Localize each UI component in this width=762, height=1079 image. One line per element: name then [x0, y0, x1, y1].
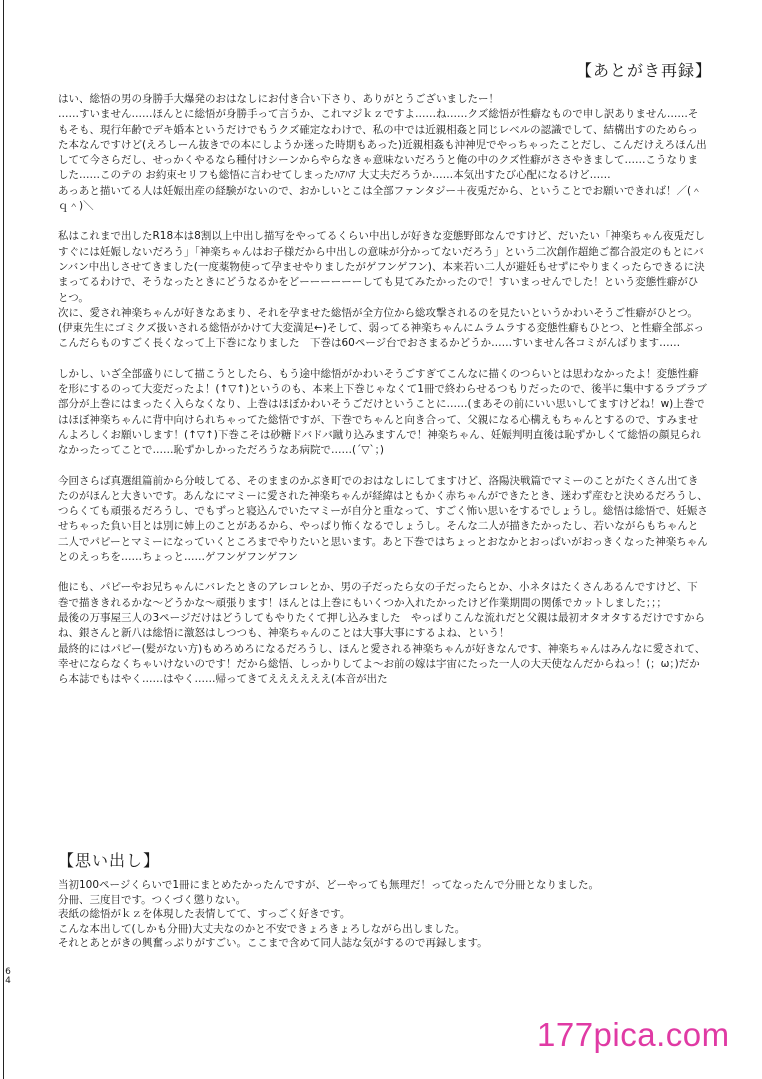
memory-heading: 【思い出し】	[58, 851, 161, 870]
afterword-paragraph-1: はい、総悟の男の身勝手大爆発のおはなしにお付き合い下さり、ありがとうございましたー！ ……すいません……ほんとに総悟が身勝手って言うか、これマジｋｚですよ……ね……クズ総悟が性癖なもので申し訳ありません……そもそも、現行年齢でデキ婚本というだけでもうクズ確定なわけで、私の中では近親相姦と同じレベルの認識でして、結構出すのためらった本なんですけど(えろしーん抜きでの本にしようか迷った時期もあった)近親相姦も沖神児でやっちゃったことだし、こんだけえろほん出してて今さらだし、せっかくやるなら種付けシーンからやらなきゃ意味ないだろうと俺の中のクズ性癖がささやきまして……こうなりました……このテの お約束セリフも総悟に言わせてしまったﾊｱﾊｱ 大丈夫だろうか……本気出すたび心配になるけど…… あっあと描いてる人は妊娠出産の経験がないので、おかしいとこは全部ファンタジー＋夜兎だから、ということでお願いできれば！／(＾ｑ＾)＼	[58, 93, 707, 213]
afterword-body	[58, 92, 708, 702]
memory-paragraph: 当初100ページくらいで1冊にまとめたかったんですが、どーやっても無理だ！ってなったんで分冊となりました。 分冊、三度目です。つくづく懲りない。 表紙の総悟がｋｚを体現した表情してて、すっごく好きです。 こんな本出して(しかも分冊)大丈夫なのかと不安できょろきょろしながら出しました。 それとあとがきの興奮っぷりがすごい。ここまで含めて同人誌な気がするので再録します。	[58, 879, 600, 950]
afterword-heading: 【あとがき再録】	[576, 61, 713, 80]
page-edge-line	[3, 0, 4, 1079]
watermark-text: 177pica.com	[537, 1016, 730, 1053]
afterword-paragraph-2: 私はこれまで出したR18本は8割以上中出し描写をやってるくらい中出しが好きな変態野郎なんですけど、だいたい「神楽ちゃん夜兎だしすぐには妊娠しないだろう」「神楽ちゃんはお子様だから中出しの意味が分かってないだろう」という二次創作超絶ご都合設定のもとにバンバン中出しさせてきました(一度薬物使って孕ませやりましたがゲフンゲフン)、本来若い二人が避妊もせずにやりまくったらできるに決まってるわけで、そうなったときにどうなるかをどーーーーーーしても見てみたかったので！すいまっせんでした！という変態性癖がひとつ。 次に、愛され神楽ちゃんが好きなあまり、それを孕ませた総悟が全方位から総攻撃されるのを見たいというかわいそうご性癖がひとつ。(伊東先生にゴミクズ扱いされる総悟がかけて大変満足←)そして、弱ってる神楽ちゃんにムラムラする変態性癖もひとつ、と性癖全部ぶっこんだらものすごく長くなって上下巻になりました 下巻は60ページ台でおさまるかどうか……すいません各コミがんばります……	[58, 230, 705, 350]
afterword-paragraph-5: 他にも、パピーやお兄ちゃんにバレたときのアレコレとか、男の子だったら女の子だったらとか、小ネタはたくさんあるんですけど、下巻で描ききれるかな～どうかな～頑張ります！ほんとは上巻にもいくつか入れたかったけど作業期間の関係でカットしました；；； 最後の万事屋三人の3ページだけはどうしてもやりたくて押し込みました やっぱりこんな流れだと父親は最初オタオタするだけですからね、銀さんと新八は総悟に激怒はしつつも、神楽ちゃんのことは大事大事にするよね、という！ 最終的にはパピー(髪がない方)もめろめろになるだろうし、ほんと愛される神楽ちゃんが好きなんです、神楽ちゃんはみんなに愛されて、幸せにならなくちゃいけないのです！だから総悟、しっかりしてよ～お前の嫁は宇宙にたった一人の大天使なんだからねっ！(；ω；)だから本誌でもはやく……はやく……帰ってきてええええええ(本音が出た	[58, 581, 706, 686]
page-number: 6 4	[5, 967, 11, 986]
memory-body	[58, 878, 708, 966]
afterword-paragraph-3: しかし、いざ全部盛りにして描こうとしたら、もう途中総悟がかわいそうごすぎてこんなに描くのつらいとは思わなかったよ！変態性癖を形にするのって大変だったよ！(↑▽↑)というのも、本来上下巻じゃなくて1冊で終わらせるつもりだったので、後半に集中するラブラブ部分が上巻にはまったく入らなくなり、上巻はほぼかわいそうごだけということに……(まあその前にいい思いしてますけどね！w)上巻ではほぼ神楽ちゃんに背中向けられちゃってた総悟ですが、下巻でちゃんと向き合って、父親になる心構えもちゃんとするので、すみませんよろしくお願いします！(↑▽↑)下巻こそは砂糖ドバドバ蹴り込みますんで！神楽ちゃん、妊娠判明直後は恥ずかしくて総悟の顔見られなかったってことで……恥ずかしかっただろうなあ病院で……(´▽`；)	[58, 367, 707, 457]
afterword-paragraph-4: 今回さらば真選組篇前から分岐してる、そのままのかぶき町でのおはなしにしてますけど、洛陽決戦篇でマミーのことがたくさん出てきたのがほんと大きいです。あんなにマミーに愛された神楽ちゃんが経緯はともかく赤ちゃんができたとき、迷わず産むと決めるだろうし、つらくても頑張るだろうし、でもずっと寝込んでいたマミーが自分と重なって、すごく怖い思いをするでしょうし。総悟は総悟で、妊娠させちゃった負い目とは別に姉上のことがあるから、やっぱり怖くなるでしょうし。そんな二人が描きたかったし、若いながらもちゃんと二人でパピーとマミーになっていくところまでやりたいと思います。あと下巻ではちょっとおなかとおっぱいがおっきくなった神楽ちゃんとのえっちを……ちょっと……ゲフンゲフンゲフン	[58, 474, 708, 564]
